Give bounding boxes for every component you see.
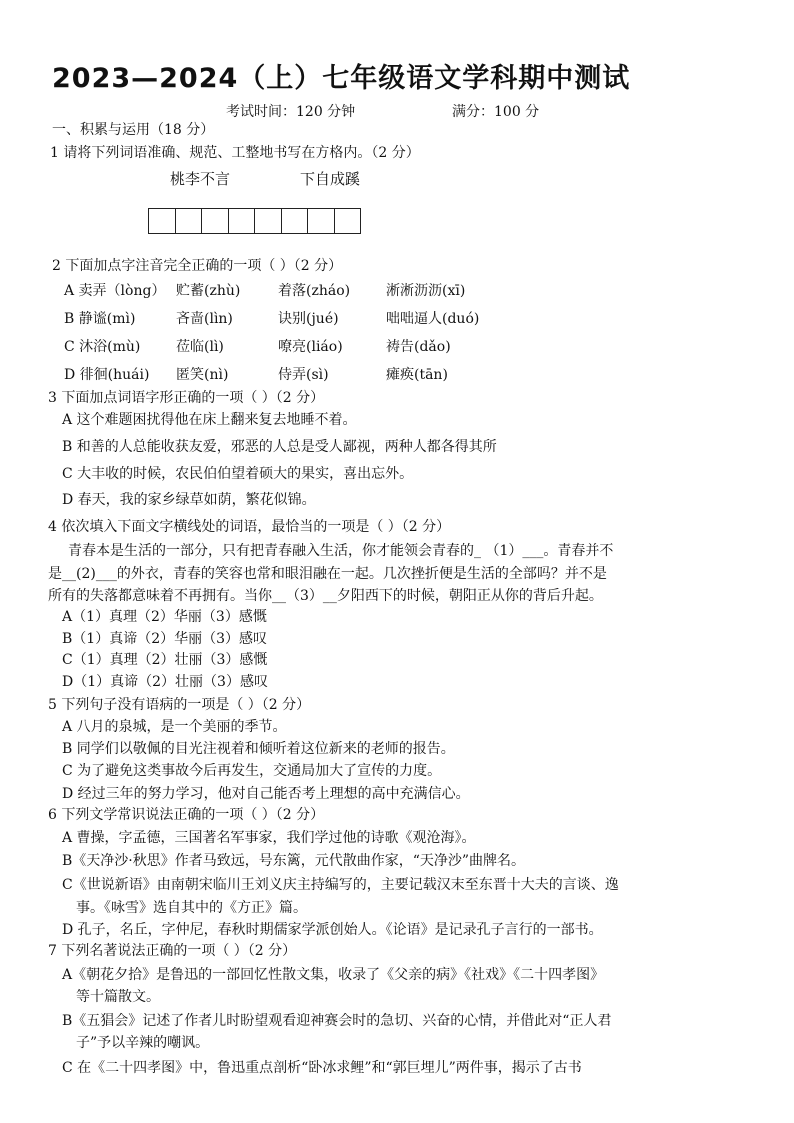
q1-word-1: 桃李不言 — [170, 170, 231, 188]
q5-option-c: C 为了避免这类事故今后再发生，交通局加大了宣传的力度。 — [62, 763, 442, 779]
q2-option-item: 莅临(lì) — [176, 339, 224, 355]
q6-stem: 6 下列文学常识说法正确的一项（ ）（2 分） — [48, 807, 325, 823]
q3-option-d: D 春天，我的家乡绿草如荫，繁花似锦。 — [62, 492, 316, 508]
grid-cell[interactable] — [202, 209, 229, 233]
grid-cell[interactable] — [149, 209, 176, 233]
q2-option-item: 贮蓄(zhù) — [176, 283, 241, 299]
q6-option-a: A 曹操，字孟德，三国著名军事家，我们学过他的诗歌《观沧海》。 — [62, 830, 476, 846]
q5-option-d: D 经过三年的努力学习，他对自己能否考上理想的高中充满信心。 — [62, 786, 470, 802]
q2-option-item: B 静谧(mì) — [64, 311, 136, 327]
q3-option-a: A 这个难题困扰得他在床上翻来复去地睡不着。 — [62, 412, 357, 428]
q6-option-b: B《天净沙·秋思》作者马致远，号东篱，元代散曲作家，“天净沙”曲牌名。 — [62, 853, 526, 869]
q2-option-item: 咄咄逼人(duó) — [386, 311, 480, 327]
exam-time: 考试时间：120 分钟 — [226, 104, 356, 120]
q2-stem: 2 下面加点字注音完全正确的一项（ ）（2 分） — [52, 258, 343, 274]
q4-passage-line: 是__(2)___的外衣，青春的笑容也常和眼泪融在一起。几次挫折便是生活的全部吗？并不是 — [48, 566, 607, 582]
q7-option-c: C 在《二十四孝图》中，鲁迅重点剖析“卧冰求鲤”和“郭巨埋儿”两件事，揭示了古书 — [62, 1060, 582, 1076]
grid-cell[interactable] — [335, 209, 361, 233]
grid-cell[interactable] — [308, 209, 335, 233]
grid-cell[interactable] — [255, 209, 282, 233]
q7-option-a-cont: 等十篇散文。 — [76, 989, 160, 1005]
section-heading: 一、积累与运用（18 分） — [52, 122, 215, 138]
q4-option-a: A（1）真理（2）华丽（3）感慨 — [62, 609, 267, 625]
q2-option-item: D 徘徊(huái) — [64, 367, 150, 383]
q2-option-item: C 沐浴(mù) — [64, 339, 141, 355]
q6-option-d: D 孔子，名丘，字仲尼，春秋时期儒家学派创始人。《论语》是记录孔子言行的一部书。 — [62, 922, 603, 938]
q2-option-item: A 卖弄（lòng） — [64, 283, 166, 299]
q2-option-item: 吝啬(lìn) — [176, 311, 233, 327]
q4-passage-line: 青春本是生活的一部分，只有把青春融入生活，你才能领会青春的_ （1）___。青春并不 — [68, 543, 614, 559]
q5-stem: 5 下列句子没有语病的一项是（ ）（2 分） — [48, 697, 311, 713]
q6-option-c: C《世说新语》由南朝宋临川王刘义庆主持编写的，主要记载汉末至东晋十大夫的言谈、逸 — [62, 877, 619, 893]
grid-cell[interactable] — [176, 209, 203, 233]
exam-title: 2023—2024（上）七年级语文学科期中测试 — [52, 63, 631, 94]
q1-word-2: 下自成蹊 — [300, 170, 361, 188]
q4-passage-line: 所有的失落都意味着不再拥有。当你__（3）__夕阳西下的时候，朝阳正从你的背后升起。 — [48, 588, 603, 604]
q3-option-c: C 大丰收的时候，农民伯伯望着硕大的果实，喜出忘外。 — [62, 466, 414, 482]
grid-cell[interactable] — [229, 209, 256, 233]
q7-option-a: A《朝花夕拾》是鲁迅的一部回忆性散文集，收录了《父亲的病》《社戏》《二十四孝图》 — [62, 967, 605, 983]
q4-option-b: B（1）真谛（2）华丽（3）感叹 — [62, 631, 268, 647]
q4-option-c: C（1）真理（2）壮丽（3）感慨 — [62, 652, 268, 668]
q6-option-c-cont: 事。《咏雪》选自其中的《方正》篇。 — [76, 900, 307, 916]
q5-option-b: B 同学们以敬佩的目光注视着和倾听着这位新来的老师的报告。 — [62, 741, 455, 757]
q2-option-item: 匿笑(nì) — [176, 367, 229, 383]
grid-cell[interactable] — [282, 209, 309, 233]
q5-option-a: A 八月的泉城，是一个美丽的季节。 — [62, 719, 287, 735]
q2-option-item: 嘹亮(liáo) — [278, 339, 343, 355]
q2-option-item: 诀别(jué) — [278, 311, 339, 327]
q1-stem: 1 请将下列词语准确、规范、工整地书写在方格内。（2 分） — [50, 145, 420, 161]
q4-stem: 4 依次填入下面文字横线处的词语，最恰当的一项是（ ）（2 分） — [48, 519, 451, 535]
q7-stem: 7 下列名著说法正确的一项（ ）（2 分） — [48, 943, 297, 959]
q7-option-b-cont: 子”予以辛辣的嘲讽。 — [76, 1035, 210, 1051]
q2-option-item: 淅淅沥沥(xī) — [386, 283, 466, 299]
q3-stem: 3 下面加点词语字形正确的一项（ ）（2 分） — [48, 390, 325, 406]
q2-option-item: 着落(zháo) — [278, 283, 351, 299]
q4-option-d: D（1）真谛（2）壮丽（3）感叹 — [62, 674, 268, 690]
writing-grid[interactable] — [148, 208, 361, 234]
full-score: 满分：100 分 — [452, 104, 540, 120]
q2-option-item: 瘫痪(tān) — [386, 367, 448, 383]
q2-option-item: 祷告(dǎo) — [386, 339, 451, 355]
q2-option-item: 侍弄(sì) — [278, 367, 329, 383]
q7-option-b: B《五猖会》记述了作者儿时盼望观看迎神赛会时的急切、兴奋的心情，并借此对“正人君 — [62, 1013, 612, 1029]
q3-option-b: B 和善的人总能收获友爱，邪恶的人总是受人鄙视，两种人都各得其所 — [62, 439, 497, 455]
